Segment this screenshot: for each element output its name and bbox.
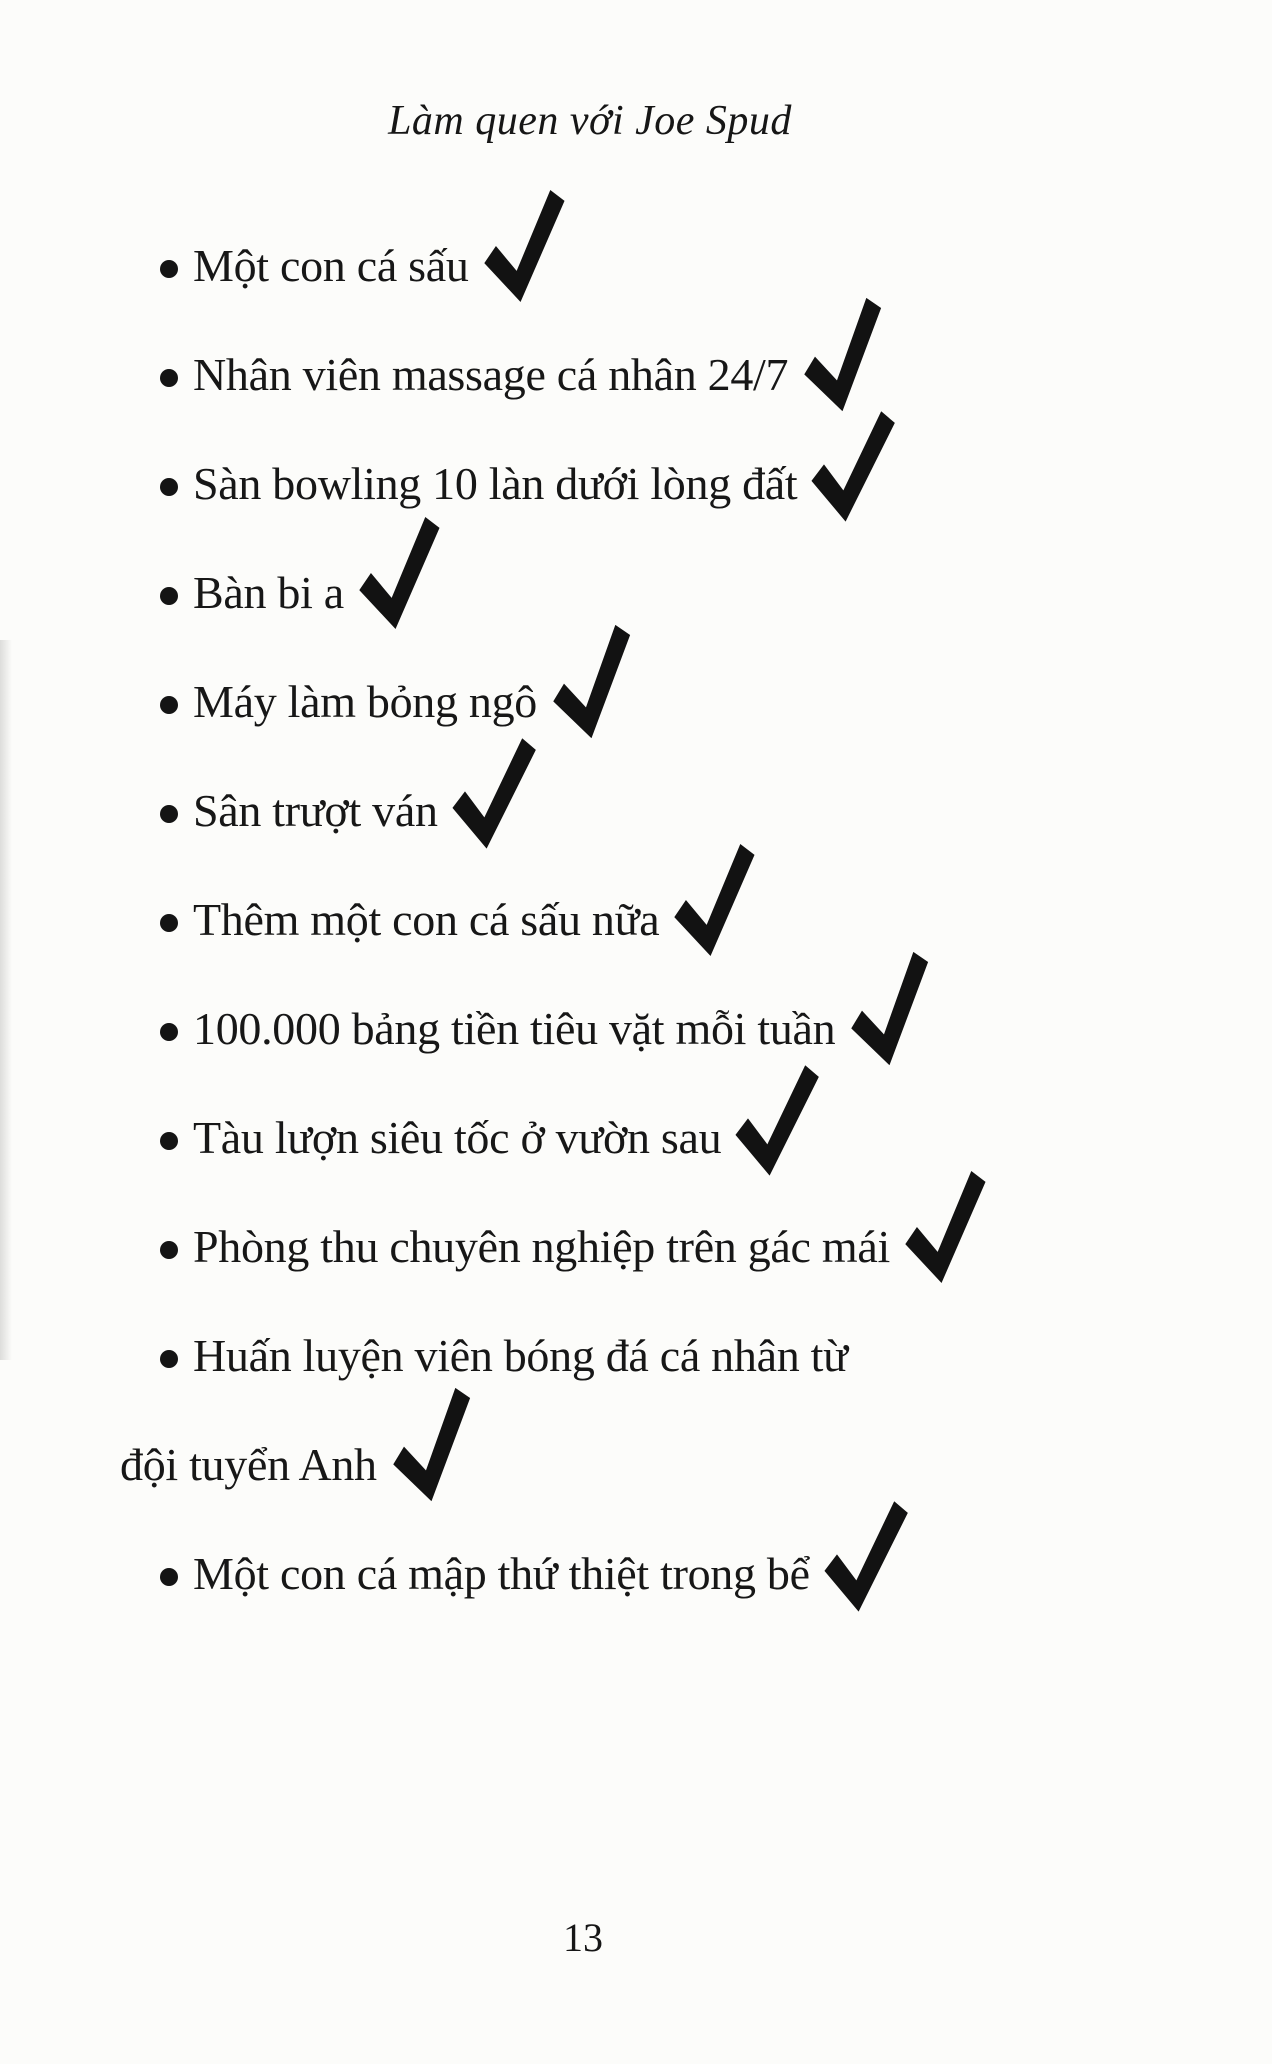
list-item [120, 974, 1200, 1083]
list-item [120, 1301, 1200, 1410]
bullet-icon [160, 1241, 178, 1259]
list-item [120, 429, 1200, 538]
checkmark-icon [904, 1171, 992, 1283]
list-item-text: Sàn bowling 10 làn dưới lòng đất [193, 458, 798, 509]
list-item [120, 647, 1200, 756]
checkmark-icon [799, 296, 893, 412]
list-item-text: Một con cá sấu [193, 240, 469, 291]
list-item [120, 756, 1200, 865]
list-item-text: Thêm một con cá sấu nữa [193, 894, 660, 945]
bullet-icon [160, 587, 178, 605]
list-item [120, 320, 1200, 429]
bullet-icon [160, 914, 178, 932]
checkmark-icon [388, 1386, 482, 1502]
bullet-icon [160, 369, 178, 387]
list-item [120, 538, 1200, 647]
checkmark-icon [548, 623, 642, 739]
bullet-icon [160, 1568, 178, 1586]
checkmark-icon [809, 407, 903, 523]
checkmark-icon [358, 517, 446, 629]
list-item-text: Bàn bi a [193, 567, 344, 618]
bullet-icon [160, 1132, 178, 1150]
checkmark-icon [673, 844, 761, 956]
list-item-text: 100.000 bảng tiền tiêu vặt mỗi tuần [193, 1003, 836, 1054]
checkmark-icon [483, 190, 571, 302]
bullet-icon [160, 478, 178, 496]
list-item-text: Nhân viên massage cá nhân 24/7 [193, 349, 789, 400]
running-header: Làm quen với Joe Spud [388, 98, 792, 144]
bullet-icon [160, 696, 178, 714]
list-item-text: Huấn luyện viên bóng đá cá nhân từ [193, 1330, 848, 1381]
bullet-icon [160, 805, 178, 823]
checkmark-icon [846, 950, 940, 1066]
list-item-text: Một con cá mập thứ thiệt trong bể [193, 1548, 810, 1599]
list-item-continuation [120, 1410, 1200, 1519]
bullet-icon [160, 1023, 178, 1041]
bullet-icon [160, 1350, 178, 1368]
checkmark-icon [732, 1061, 826, 1177]
bullet-icon [160, 260, 178, 278]
list-item [120, 1083, 1200, 1192]
page-number: 13 [563, 1915, 603, 1960]
list-item-text: Máy làm bỏng ngô [193, 676, 537, 727]
checklist [120, 211, 1200, 1628]
list-item-text: đội tuyển Anh [120, 1439, 377, 1490]
list-item [120, 1519, 1200, 1628]
list-item [120, 865, 1200, 974]
scan-edge-shading [0, 640, 12, 1360]
list-item [120, 1192, 1200, 1301]
list-item [120, 211, 1200, 320]
list-item-text: Sân trượt ván [193, 785, 438, 836]
list-item-text: Tàu lượn siêu tốc ở vườn sau [193, 1112, 722, 1163]
list-item-text: Phòng thu chuyên nghiệp trên gác mái [193, 1221, 890, 1272]
checkmark-icon [449, 734, 543, 850]
checkmark-icon [821, 1497, 915, 1613]
